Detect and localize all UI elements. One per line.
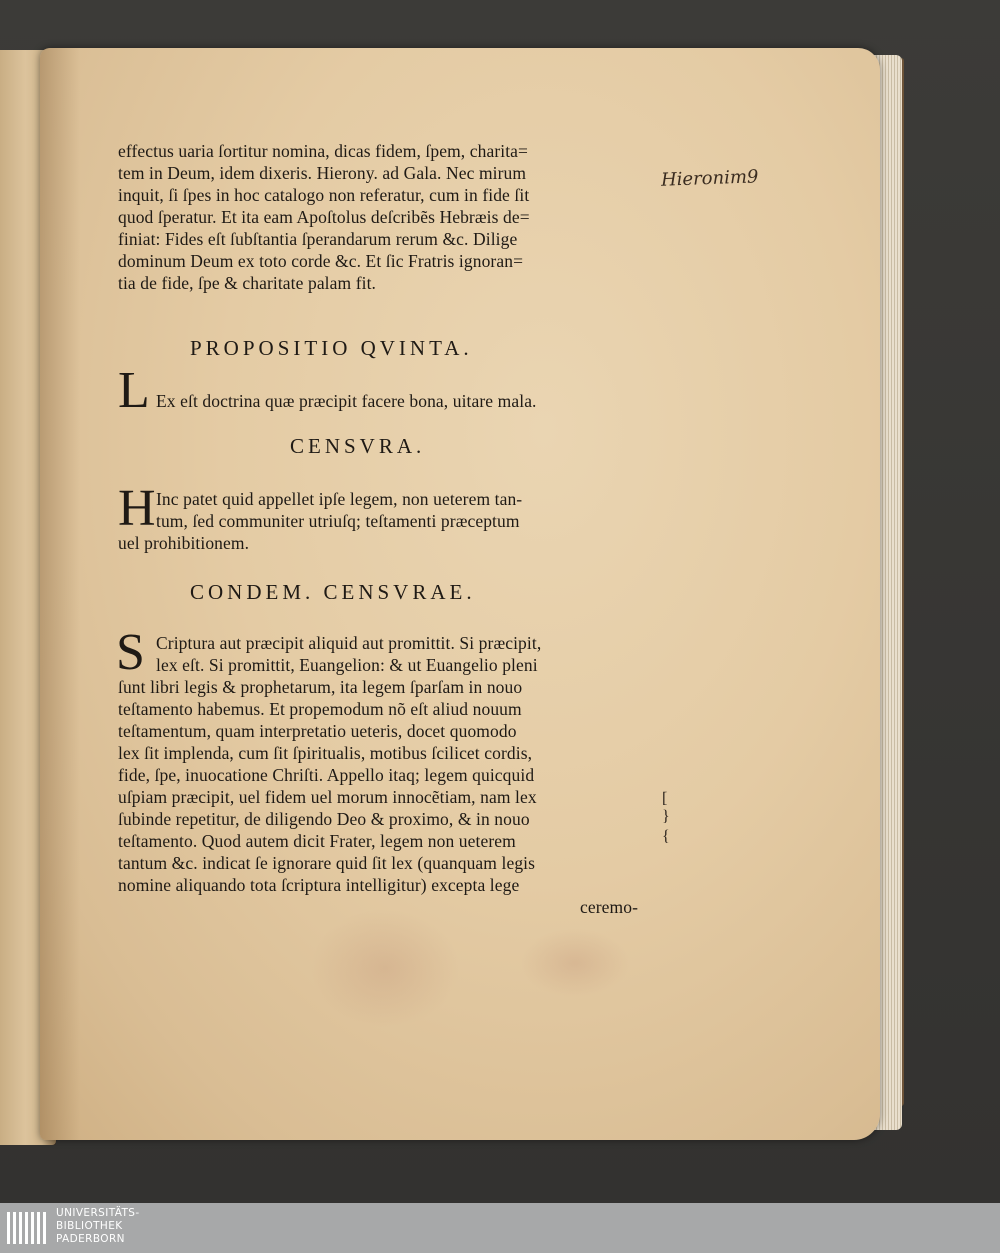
library-footer-bar [0,1203,1000,1253]
text-line: fide, ſpe, inuocatione Chriſti. Appello itaq; legem quicquid [118,765,535,785]
text-line: nomine aliquando tota ſcriptura intelligitur) excepta lege [118,875,520,895]
text-line: tem in Deum, idem dixeris. Hierony. ad Gala. Nec mirum [118,163,527,183]
library-name-line: PADERBORN [56,1233,125,1245]
text-line: quod ſperatur. Et ita eam Apoſtolus deſcribẽs Hebræis de= [118,207,530,227]
catchword: ceremo- [580,897,639,917]
text-line: teſtamento. Quod autem dicit Frater, legem non ueterem [118,831,516,851]
text-line: ſunt libri legis & prophetarum, ita legem ſparſam in nouo [118,677,523,697]
initial-letter-l: L [118,362,150,419]
text-line: finiat: Fides eſt ſubſtantia ſperandarum rerum &c. Dilige [118,229,518,249]
text-line: uel prohibitionem. [118,533,250,553]
text-line: lex ſit implenda, cum ſit ſpiritualis, motibus ſcilicet cordis, [118,743,533,763]
margin-mark: } [662,808,670,825]
text-line: dominum Deum ex toto corde &c. Et ſic Fratris ignoran= [118,251,524,271]
margin-mark: [ [662,790,668,807]
text-line: teſtamento habemus. Et propemodum nõ eſt aliud nouum [118,699,522,719]
text-line: tia de fide, ſpe & charitate palam fit. [118,273,377,293]
margin-mark: { [662,828,670,845]
heading-censura: CENSVRA. [290,434,426,458]
library-logo-icon [6,1208,50,1248]
text-line: tum, ſed communiter utriuſq; teſtamenti præceptum [156,511,520,531]
handwritten-marginal-note: Hieronim9 [660,166,759,191]
initial-letter-s: S [116,624,145,681]
text-line: teſtamentum, quam interpretatio ueteris, docet quomodo [118,721,517,741]
library-name [56,1207,140,1246]
text-line: uſpiam præcipit, uel fidem uel morum innocẽtiam, nam lex [118,787,537,807]
text-line: lex eſt. Si promittit, Euangelion: & ut Euangelio pleni [156,655,538,675]
lex-definition-line: Ex eſt doctrina quæ præcipit facere bona, uitare mala. [156,391,537,411]
text-line: effectus uaria ſortitur nomina, dicas fidem, ſpem, charita= [118,141,529,161]
text-line: tantum &c. indicat ſe ignorare quid ſit lex (quanquam legis [118,853,536,873]
book-page [40,48,880,1140]
library-name-line: UNIVERSITÄTS- [56,1207,140,1219]
text-line: Criptura aut præcipit aliquid aut promittit. Si præcipit, [156,633,542,653]
heading-propositio: PROPOSITIO QVINTA. [190,336,473,360]
water-stain [520,928,630,998]
text-line: ſubinde repetitur, de diligendo Deo & proximo, & in nouo [118,809,530,829]
text-line: Inc patet quid appellet ipſe legem, non ueterem tan- [156,489,523,509]
initial-letter-h: H [118,480,156,537]
heading-condem-censurae: CONDEM. CENSVRAE. [190,580,476,604]
library-name-line: BIBLIOTHEK [56,1220,123,1232]
water-stain [310,908,460,1028]
text-line: inquit, ſi ſpes in hoc catalogo non referatur, cum in fide ſit [118,185,530,205]
